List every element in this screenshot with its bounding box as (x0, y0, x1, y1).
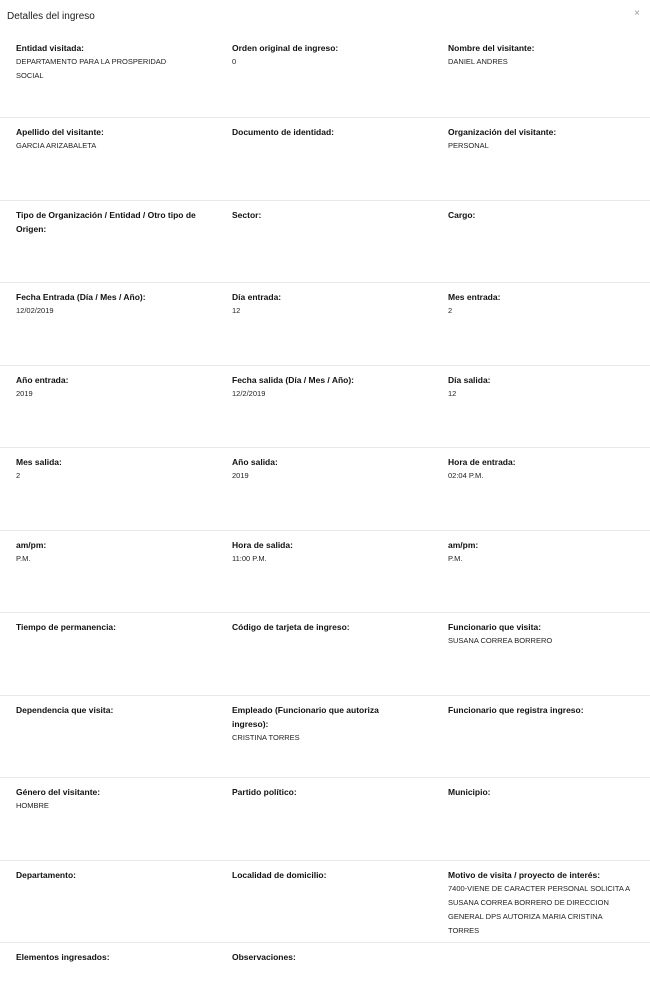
field-label: Departamento: (16, 869, 76, 880)
details-row (0, 613, 650, 696)
field-value: 02:04 P.M. (448, 471, 484, 480)
field-label: Municipio: (448, 787, 491, 797)
field-label: Documento de identidad: (232, 127, 334, 137)
field-mes-salida (0, 448, 216, 530)
field-departamento (0, 861, 216, 943)
details-row (0, 283, 650, 366)
field-funcionario-registra (432, 696, 650, 778)
field-elementos-ingresados (0, 943, 216, 983)
field-nombre-visitante (432, 34, 650, 117)
field-value: HOMBRE (16, 801, 49, 810)
field-label: Tipo de Organización / Entidad / Otro tipo de Origen: (16, 209, 196, 234)
field-codigo-tarjeta (216, 613, 432, 695)
field-label: Partido político: (232, 787, 297, 797)
field-ano-entrada (0, 366, 216, 448)
field-label: Dependencia que visita: (16, 704, 114, 715)
details-row (0, 34, 650, 118)
field-funcionario-visita (432, 613, 650, 695)
field-label: Mes entrada: (448, 292, 501, 302)
field-label: Cargo: (448, 209, 476, 220)
field-empleado-autoriza (216, 696, 432, 778)
field-label: Fecha salida (Día / Mes / Año): (232, 374, 355, 385)
field-label: Hora de entrada: (448, 457, 516, 467)
field-value: P.M. (16, 553, 31, 563)
field-label: Elementos ingresados: (16, 952, 110, 962)
field-value: 2019 (232, 471, 249, 480)
field-organizacion-visitante (432, 118, 650, 200)
field-value: 12/02/2019 (16, 306, 54, 315)
details-row (0, 366, 650, 449)
field-partido-politico (216, 778, 432, 860)
field-entidad-visitada (0, 34, 216, 117)
field-label: Año salida: (232, 457, 278, 467)
field-ano-salida (216, 448, 432, 530)
close-icon[interactable]: × (634, 8, 640, 19)
field-label: Observaciones: (232, 952, 296, 962)
details-row (0, 448, 650, 531)
field-municipio (432, 778, 650, 860)
details-row (0, 778, 650, 861)
modal-header (0, 0, 650, 34)
field-cargo (432, 201, 650, 283)
field-value: P.M. (448, 553, 463, 563)
field-value: CRISTINA TORRES (232, 732, 300, 742)
field-label: Apellido del visitante: (16, 127, 104, 137)
field-am-pm-entrada (0, 531, 216, 613)
field-label: Género del visitante: (16, 787, 101, 797)
field-sector (216, 201, 432, 283)
details-row (0, 943, 650, 983)
field-value: PERSONAL (448, 141, 489, 150)
field-apellido-visitante (0, 118, 216, 200)
field-value: GARCIA ARIZABALETA (16, 141, 97, 150)
field-label: Empleado (Funcionario que autoriza ingreso): (232, 704, 379, 729)
field-value: DEPARTAMENTO PARA LA PROSPERIDAD SOCIAL (16, 57, 167, 80)
field-label: Código de tarjeta de ingreso: (232, 622, 350, 632)
field-label: Funcionario que visita: (448, 622, 542, 632)
details-row (0, 201, 650, 284)
field-label: Año entrada: (16, 374, 69, 385)
field-mes-entrada (432, 283, 650, 365)
field-dia-entrada (216, 283, 432, 365)
field-label: Tiempo de permanencia: (16, 622, 116, 632)
field-fecha-salida (216, 366, 432, 448)
details-row (0, 861, 650, 944)
field-label: Motivo de visita / proyecto de interés: (448, 869, 601, 880)
field-value: 0 (232, 57, 237, 66)
field-label: Nombre del visitante: (448, 43, 535, 53)
field-label: am/pm: (448, 539, 479, 550)
field-documento-identidad (216, 118, 432, 200)
field-label: Día entrada: (232, 292, 282, 302)
field-value: 12 (448, 388, 457, 398)
field-label: Sector: (232, 209, 262, 220)
field-value: 7400-VIENE DE CARACTER PERSONAL SOLICITA A SUSANA CORREA BORRERO DE DIRECCION GENERAL DPS AUTORIZA MARIA CRISTINA TORRES (448, 883, 630, 935)
field-label: Fecha Entrada (Día / Mes / Año): (16, 292, 146, 302)
field-value: 12 (232, 306, 241, 315)
details-grid (0, 34, 650, 983)
field-observaciones (216, 943, 432, 983)
field-hora-entrada (432, 448, 650, 530)
field-tiempo-permanencia (0, 613, 216, 695)
field-am-pm-salida (432, 531, 650, 613)
modal-title: Detalles del ingreso (7, 11, 95, 22)
field-label: Hora de salida: (232, 539, 293, 550)
field-value: 12/2/2019 (232, 388, 266, 398)
field-dependencia-visita (0, 696, 216, 778)
field-label: Mes salida: (16, 457, 62, 467)
field-value: 2 (16, 471, 21, 480)
field-label: Entidad visitada: (16, 43, 85, 53)
field-value: DANIEL ANDRES (448, 57, 508, 66)
field-label: Organización del visitante: (448, 127, 557, 137)
field-tipo-organizacion (0, 201, 216, 283)
details-row (0, 531, 650, 614)
field-value: 2 (448, 306, 453, 315)
field-value: 2019 (16, 388, 33, 398)
field-label: Localidad de domicilio: (232, 869, 327, 880)
field-label: Día salida: (448, 374, 491, 385)
details-row (0, 696, 650, 779)
field-fecha-entrada (0, 283, 216, 365)
field-genero-visitante (0, 778, 216, 860)
field-motivo-visita (432, 861, 650, 943)
field-label: Funcionario que registra ingreso: (448, 704, 584, 715)
field-label: Orden original de ingreso: (232, 43, 339, 53)
field-label: am/pm: (16, 539, 47, 550)
field-orden-original (216, 34, 432, 117)
field-value: SUSANA CORREA BORRERO (448, 636, 553, 645)
field-localidad-domicilio (216, 861, 432, 943)
field-value: 11:00 P.M. (232, 553, 267, 563)
details-row (0, 118, 650, 201)
field-dia-salida (432, 366, 650, 448)
field-hora-salida (216, 531, 432, 613)
